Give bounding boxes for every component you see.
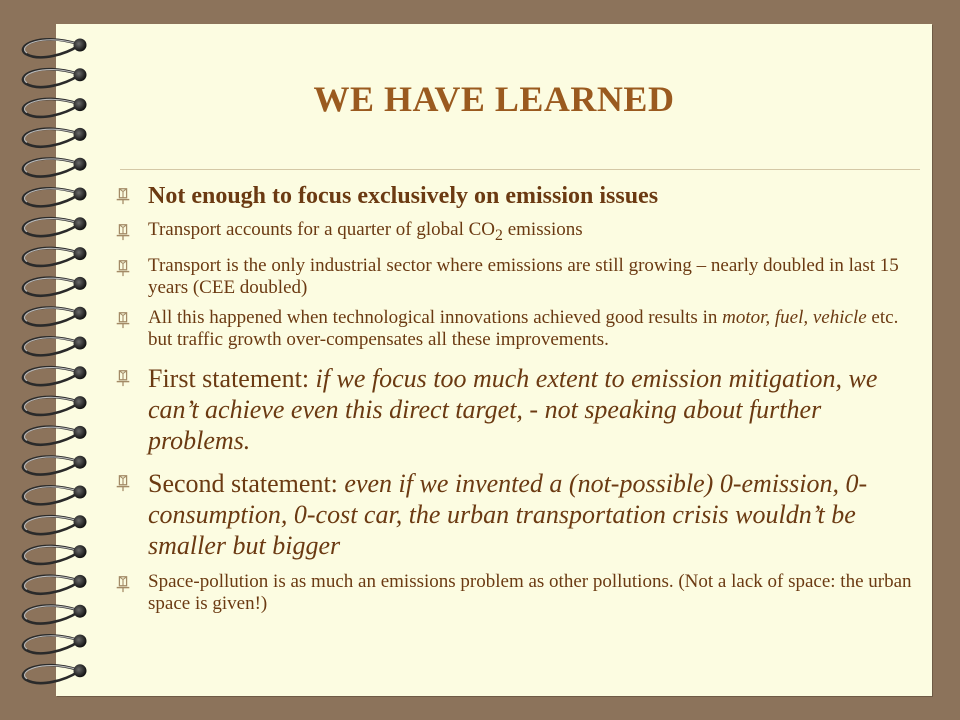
bullet-text: etc. but traffic growth over-compensates all these improvements. — [148, 306, 899, 350]
statement-lead: Second statement: — [148, 468, 345, 498]
spiral-ring-icon — [23, 158, 86, 177]
bullet-item — [114, 182, 914, 211]
bullet-item — [114, 571, 914, 615]
tack-bullet-icon — [114, 575, 132, 593]
spiral-ring-icon — [23, 664, 86, 683]
tack-bullet-icon — [114, 187, 132, 205]
spiral-ring-icon — [23, 366, 86, 385]
statement-text: if we focus too much extent to emission mitigation, we can’t achieve even this direct target, - not speaking about further problems. — [148, 363, 878, 455]
bullet-text: All this happened when technological innovations achieved good results in — [148, 306, 723, 328]
spiral-ring-icon — [23, 486, 86, 505]
spiral-ring-icon — [23, 635, 86, 654]
spiral-ring-icon — [23, 396, 86, 415]
tack-bullet-icon — [114, 223, 132, 241]
bullet-text: Transport accounts for a quarter of global CO — [148, 219, 496, 240]
title-divider — [120, 169, 920, 170]
bullet-item — [114, 219, 914, 247]
spiral-ring-icon — [23, 575, 86, 594]
bullet-list — [114, 182, 914, 615]
tack-bullet-icon — [114, 369, 132, 387]
spiral-ring-icon — [23, 515, 86, 534]
subscript: 2 — [495, 226, 503, 244]
statement-lead: First statement: — [148, 363, 316, 393]
spiral-ring-icon — [23, 277, 86, 296]
bullet-item — [114, 255, 914, 299]
spiral-ring-icon — [23, 605, 86, 624]
tack-bullet-icon — [114, 474, 132, 492]
spiral-ring-icon — [23, 39, 86, 58]
spiral-ring-icon — [23, 247, 86, 266]
tack-bullet-icon — [114, 311, 132, 329]
spiral-ring-icon — [23, 217, 86, 236]
bullet-text: emissions — [502, 219, 583, 240]
statement-text: even if we invented a (not-possible) 0-emission, 0-consumption, 0-cost car, the urban transportation crisis wouldn’t be smaller but bigger — [148, 468, 868, 560]
spiral-ring-icon — [23, 188, 86, 207]
tack-bullet-icon — [114, 259, 132, 277]
bullet-item — [114, 363, 914, 456]
bullet-text: Transport is the only industrial sector where emissions are still growing – nearly doubled in last 15 years (CEE doubled) — [148, 254, 899, 298]
spiral-ring-icon — [23, 456, 86, 475]
spiral-ring-icon — [23, 128, 86, 147]
spiral-ring-icon — [23, 426, 86, 445]
spiral-ring-icon — [23, 337, 86, 356]
page-title: WE HAVE LEARNED — [313, 79, 675, 119]
spiral-ring-icon — [23, 307, 86, 326]
bullet-item — [114, 468, 914, 561]
bullet-text: Space-pollution is as much an emissions problem as other pollutions. (Not a lack of space: the urban space is given!) — [148, 570, 912, 614]
bullet-italic: motor, fuel, vehicle — [722, 306, 867, 328]
bullet-text: Not enough to focus exclusively on emission issues — [148, 183, 659, 209]
spiral-ring-icon — [23, 545, 86, 564]
bullet-item — [114, 307, 914, 351]
